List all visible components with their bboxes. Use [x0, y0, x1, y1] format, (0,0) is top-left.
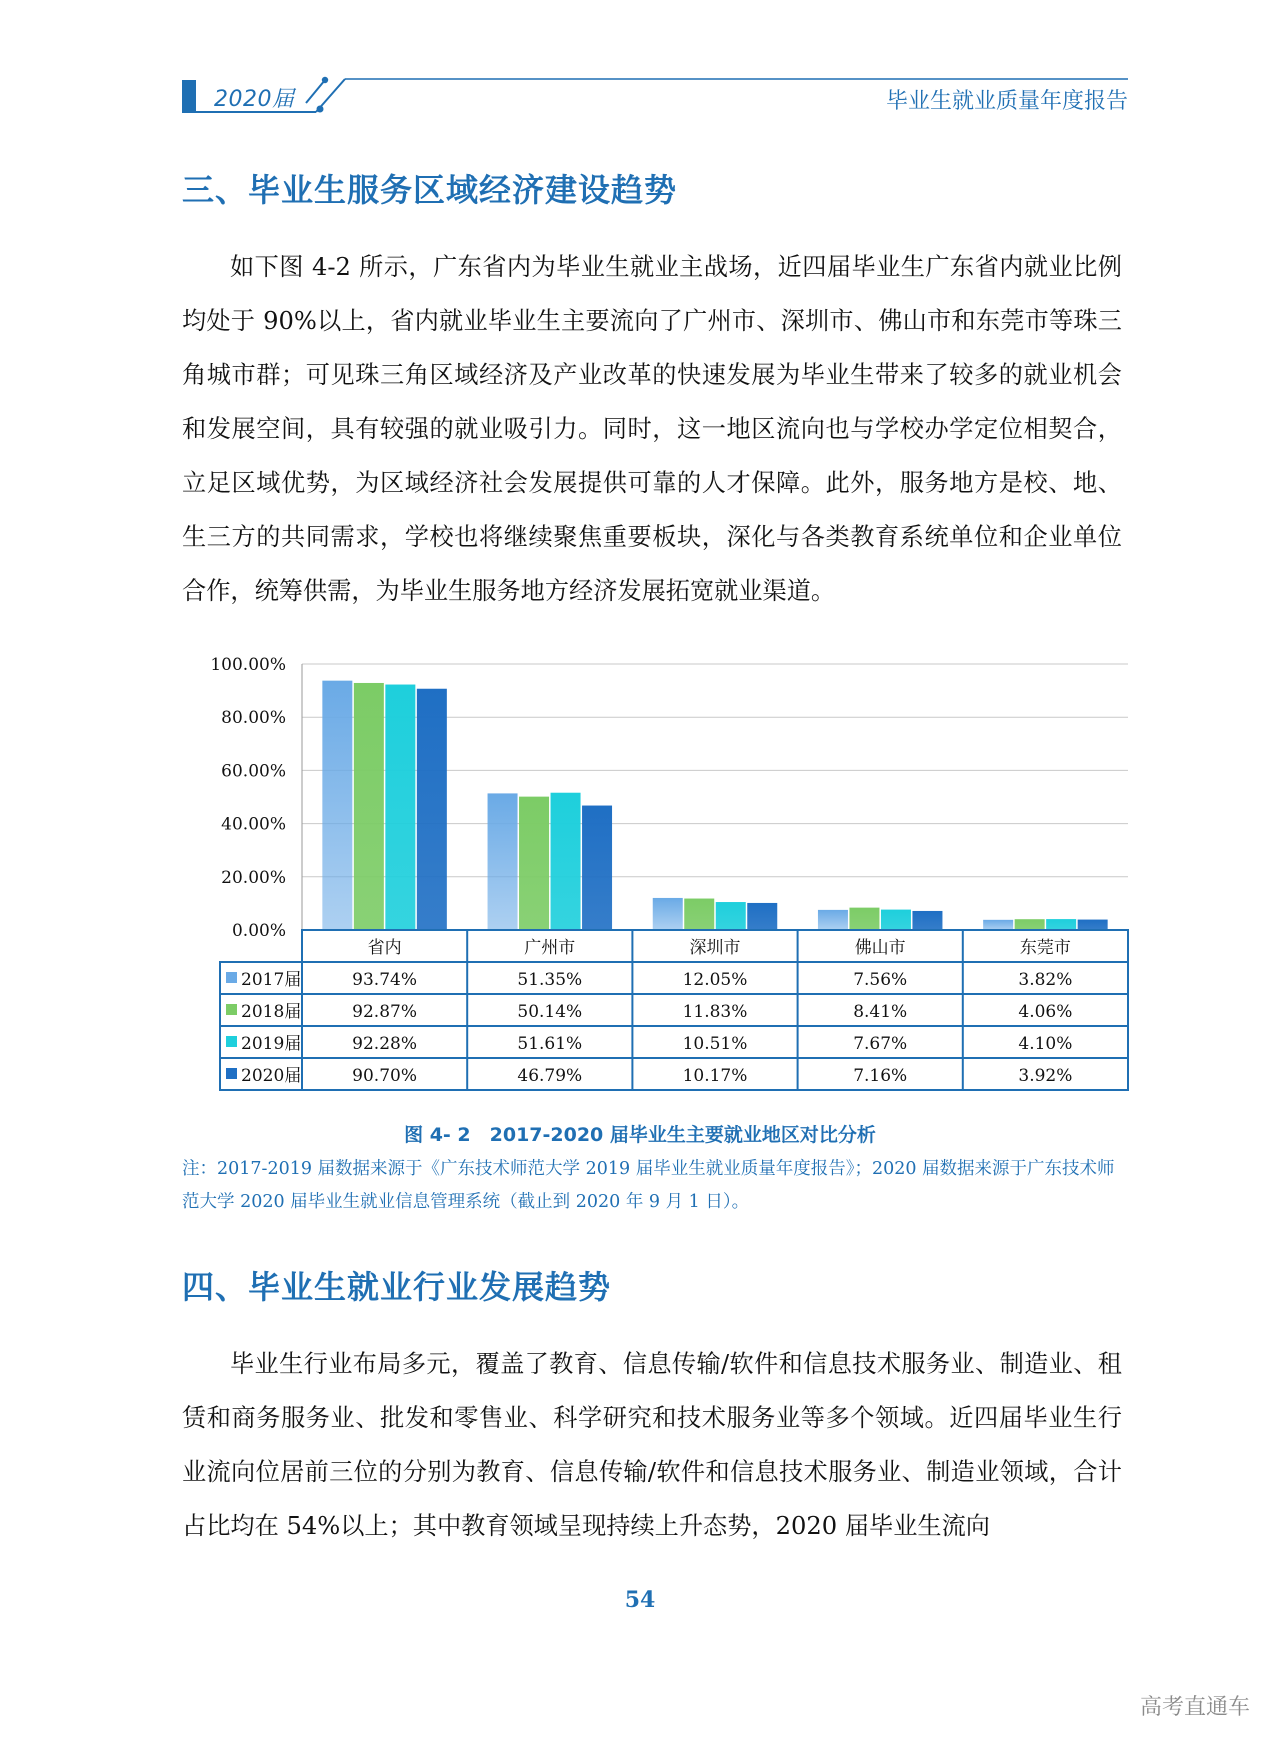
y-tick-label: 20.00% [221, 867, 286, 888]
legend-swatch [226, 1036, 237, 1047]
y-tick-label: 40.00% [221, 814, 286, 835]
category-label: 佛山市 [854, 938, 906, 958]
data-cell-value: 92.87% [352, 1002, 418, 1022]
data-cell-value: 4.06% [1018, 1002, 1073, 1022]
data-cell-value: 7.16% [853, 1066, 908, 1086]
bar-2019届-省内 [385, 685, 415, 930]
data-cell-value: 90.70% [352, 1066, 418, 1086]
bar-2020届-深圳市 [747, 903, 777, 930]
legend-label: 2018届 [241, 1002, 302, 1022]
data-cell-value: 7.67% [853, 1034, 908, 1054]
data-cell-value: 51.61% [517, 1034, 583, 1054]
bar-2018届-佛山市 [849, 908, 879, 930]
bar-2020届-广州市 [582, 806, 612, 930]
data-cell-value: 11.83% [682, 1002, 748, 1022]
category-label: 广州市 [524, 938, 576, 958]
data-cell-value: 3.92% [1018, 1066, 1073, 1086]
figure-caption: 图 4- 2 2017-2020 届毕业生主要就业地区对比分析 [404, 1124, 876, 1146]
bar-2020届-佛山市 [912, 911, 942, 930]
header-year: 2020届 [214, 87, 295, 112]
data-cell-value: 4.10% [1018, 1034, 1073, 1054]
section-paragraph-regional: 如下图 4-2 所示，广东省内为毕业生就业主战场，近四届毕业生广东省内就业比例均处于 90%以上，省内就业毕业生主要流向了广州市、深圳市、佛山市和东莞市等珠三角城市群；可见珠三角区域经济及产业改革的快速发展为毕业生带来了较多的就业机会和发展空间，具有较强的就业吸引力。同时，这一地区流向也与学校办学定位相契合，立足区域优势，为区域经济社会发展提供可靠的人才保障。此外，服务地方是校、地、生三方的共同需求，学校也将继续聚焦重要板块，深化与各类教育系统单位和企业单位合作，统筹供需，为毕业生服务地方经济发展拓宽就业渠道。 [182, 253, 1122, 605]
data-cell-value: 51.35% [517, 970, 583, 990]
bar-2020届-东莞市 [1078, 920, 1108, 930]
legend-swatch [226, 1068, 237, 1079]
y-tick-label: 60.00% [221, 761, 286, 782]
bar-2018届-深圳市 [684, 899, 714, 930]
bar-2017届-东莞市 [983, 920, 1013, 930]
y-tick-label: 100.00% [210, 655, 286, 675]
watermark: 高考直通车 [1139, 1695, 1250, 1720]
data-cell-value: 10.51% [682, 1034, 748, 1054]
section-heading-regional: 三、毕业生服务区域经济建设趋势 [182, 171, 678, 209]
legend-label: 2019届 [241, 1034, 302, 1054]
bar-2017届-广州市 [488, 793, 518, 930]
legend-label: 2020届 [241, 1066, 302, 1086]
category-label: 深圳市 [689, 938, 741, 958]
data-cell-value: 46.79% [517, 1066, 583, 1086]
data-cell-value: 93.74% [352, 970, 418, 990]
y-tick-label: 0.00% [231, 921, 286, 941]
bar-2017届-深圳市 [653, 898, 683, 930]
header-report-title: 毕业生就业质量年度报告 [885, 89, 1128, 114]
legend-label: 2017届 [241, 970, 302, 990]
bar-2019届-深圳市 [716, 902, 746, 930]
data-cell-value: 12.05% [682, 970, 748, 990]
bar-2020届-省内 [417, 689, 447, 930]
bar-2018届-东莞市 [1015, 919, 1045, 930]
page-number: 54 [624, 1587, 656, 1613]
data-cell-value: 92.28% [352, 1034, 418, 1054]
legend-swatch [226, 972, 237, 983]
bar-2017届-佛山市 [818, 910, 848, 930]
section-heading-industry: 四、毕业生就业行业发展趋势 [182, 1268, 612, 1306]
figure-note: 注：2017-2019 届数据来源于《广东技术师范大学 2019 届毕业生就业质量年度报告》；2020 届数据来源于广东技术师范大学 2020 届毕业生就业信息管理系统（截止到 2020 年 9 月 1 日）。 [182, 1159, 1115, 1212]
bar-2019届-佛山市 [881, 910, 911, 930]
data-cell-value: 50.14% [517, 1002, 583, 1022]
legend-swatch [226, 1004, 237, 1015]
data-cell-value: 8.41% [853, 1002, 908, 1022]
category-label: 省内 [367, 938, 402, 958]
y-tick-label: 80.00% [221, 708, 286, 729]
section-paragraph-industry: 毕业生行业布局多元，覆盖了教育、信息传输/软件和信息技术服务业、制造业、租赁和商务服务业、批发和零售业、科学研究和技术服务业等多个领域。近四届毕业生行业流向位居前三位的分别为教育、信息传输/软件和信息技术服务业、制造业领域，合计占比均在 54%以上；其中教育领域呈现持续上升态势，2020 届毕业生流向 [182, 1350, 1122, 1540]
bar-2018届-省内 [354, 683, 384, 930]
data-cell-value: 7.56% [853, 970, 908, 990]
category-label: 东莞市 [1019, 938, 1071, 958]
data-cell-value: 10.17% [682, 1066, 748, 1086]
bar-2019届-东莞市 [1046, 919, 1076, 930]
bar-2018届-广州市 [519, 797, 549, 930]
bar-2017届-省内 [322, 681, 352, 930]
data-cell-value: 3.82% [1018, 970, 1073, 990]
bar-2019届-广州市 [551, 793, 581, 930]
